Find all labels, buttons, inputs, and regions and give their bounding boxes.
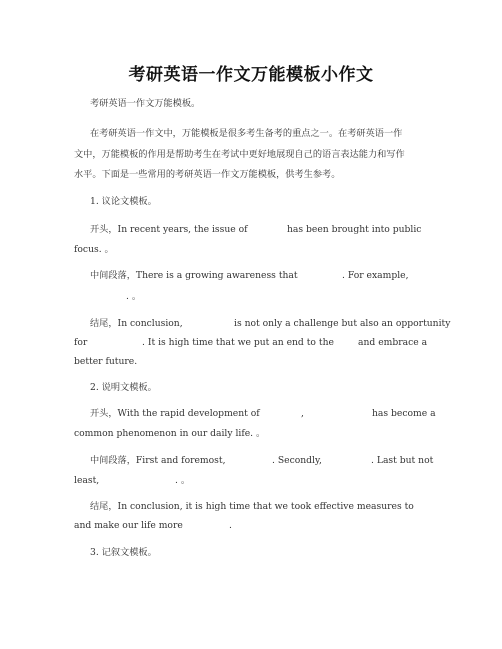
template-line: 结尾，In conclusion, it is high time that we took effective measures to — [90, 501, 414, 512]
template-line: for — [74, 337, 88, 348]
template-line: better future. — [74, 356, 138, 367]
paragraph-line: 文中，万能模板的作用是帮助考生在考试中更好地展现自己的语言表达能力和写作 — [74, 149, 405, 160]
template-line: common phenomenon in our daily life. 。 — [74, 428, 266, 439]
template-line: 结尾，In conclusion, — [90, 318, 183, 329]
template-line: , — [301, 408, 304, 419]
template-line: . 。 — [175, 475, 191, 486]
template-line: has been brought into public — [287, 224, 422, 235]
template-line: least, — [74, 475, 100, 486]
template-line: 开头，In recent years, the issue of — [90, 224, 248, 235]
template-line: . For example, — [342, 270, 409, 281]
template-line: and embrace a — [358, 337, 428, 348]
template-line: focus. 。 — [74, 244, 114, 255]
template-line: 中间段落，There is a growing awareness that — [90, 270, 298, 281]
template-line: . Last but not — [371, 455, 434, 466]
template-line: 中间段落，First and foremost, — [90, 455, 226, 466]
paragraph-line: 水平。下面是一些常用的考研英语一作文万能模板，供考生参考。 — [74, 169, 341, 180]
section-heading-expository: 2. 说明文模板。 — [90, 382, 157, 393]
template-line: is not only a challenge but also an opportunity — [234, 318, 451, 329]
intro-line: 考研英语一作文万能模板。 — [90, 98, 201, 109]
template-line: . It is high time that we put an end to the — [142, 337, 334, 348]
template-line: . Secondly, — [272, 455, 322, 466]
template-line: . — [229, 520, 232, 531]
template-line: has become a — [372, 408, 436, 419]
template-line: and make our life more — [74, 520, 183, 531]
section-heading-narrative: 3. 记叙文模板。 — [90, 547, 157, 558]
template-line: . 。 — [126, 291, 142, 302]
section-heading-argumentative: 1. 议论文模板。 — [90, 196, 157, 207]
document-title: 考研英语一作文万能模板小作文 — [128, 65, 374, 85]
template-line: 开头，With the rapid development of — [90, 408, 260, 419]
paragraph-line: 在考研英语一作文中，万能模板是很多考生备考的重点之一。在考研英语一作 — [90, 128, 403, 139]
